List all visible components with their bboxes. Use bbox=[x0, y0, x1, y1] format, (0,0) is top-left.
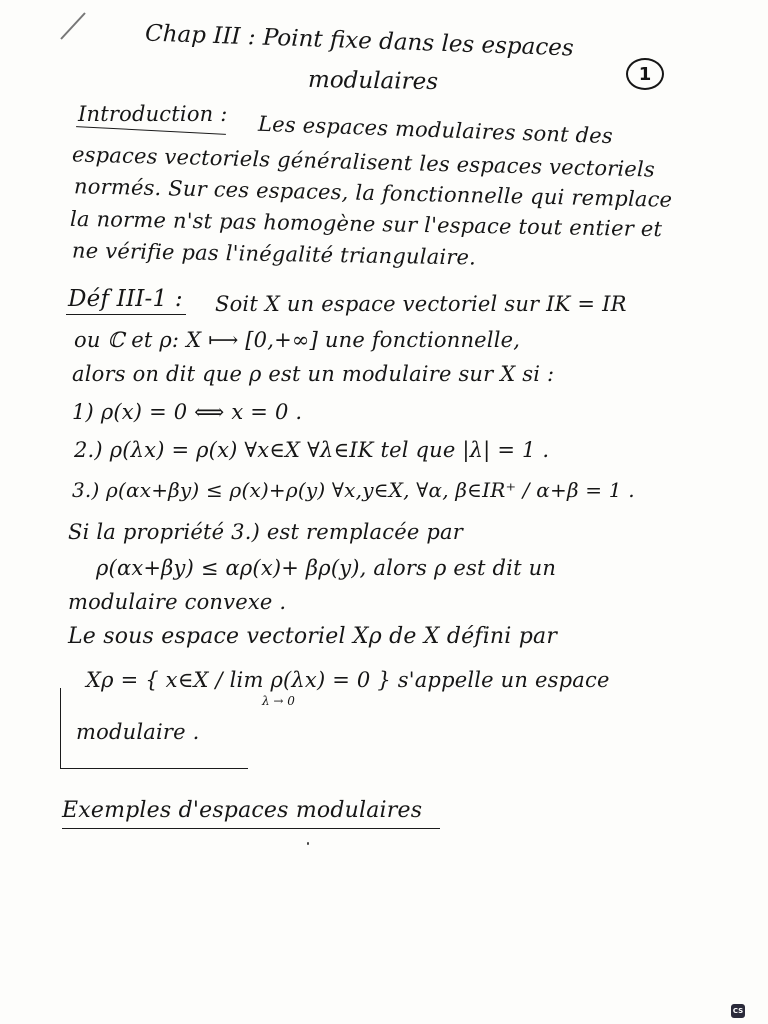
axiom-3: 3.) ρ(αx+βy) ≤ ρ(x)+ρ(y) ∀x,y∈X, ∀α, β∈IR⁺ / α+β = 1 . bbox=[72, 478, 635, 502]
scanner-logo-text: CS bbox=[732, 1007, 744, 1015]
examples-underline bbox=[62, 828, 440, 829]
convex-line-3: modulaire convexe . bbox=[68, 590, 287, 614]
stray-dot bbox=[307, 842, 309, 845]
subspace-formula: Xρ = { x∈X / lim ρ(λx) = 0 } s'appelle un espace bbox=[86, 668, 610, 692]
definition-line-3: alors on dit que ρ est un modulaire sur X si : bbox=[72, 362, 555, 386]
introduction-underline bbox=[76, 126, 226, 135]
introduction-heading: Introduction : bbox=[78, 102, 228, 126]
chapter-title: Chap III : Point fixe dans les espaces bbox=[144, 20, 575, 62]
pen-stroke-mark bbox=[55, 5, 95, 45]
axiom-1: 1) ρ(x) = 0 ⟺ x = 0 . bbox=[72, 400, 303, 424]
intro-line-2: espaces vectoriels généralisent les espaces vectoriels bbox=[71, 142, 656, 182]
chapter-title-line2: modulaires bbox=[307, 66, 439, 96]
intro-line-3: normés. Sur ces espaces, la fonctionnelle qui remplace bbox=[73, 174, 673, 212]
subspace-line: Le sous espace vectoriel Xρ de X défini par bbox=[68, 624, 558, 649]
definition-heading: Déf III-1 : bbox=[68, 286, 183, 312]
subspace-end: modulaire . bbox=[76, 720, 200, 744]
definition-line-1: Soit X un espace vectoriel sur IK = IR bbox=[215, 292, 627, 316]
intro-line-4: la norme n'st pas homogène sur l'espace tout entier et bbox=[69, 206, 663, 242]
limit-subscript: λ → 0 bbox=[262, 694, 295, 708]
definition-box-left bbox=[60, 688, 61, 768]
definition-line-2: ou ℂ et ρ: X ⟼ [0,+∞] une fonctionnelle, bbox=[74, 328, 521, 352]
page-number: 1 bbox=[638, 63, 652, 85]
intro-line-1: Les espaces modulaires sont des bbox=[257, 111, 614, 149]
convex-line-1: Si la propriété 3.) est remplacée par bbox=[68, 520, 463, 544]
definition-underline bbox=[66, 314, 186, 315]
axiom-2: 2.) ρ(λx) = ρ(x) ∀x∈X ∀λ∈IK tel que |λ| = 1 . bbox=[74, 438, 550, 462]
intro-line-5: ne vérifie pas l'inégalité triangulaire. bbox=[71, 238, 477, 270]
definition-box-bottom bbox=[60, 768, 248, 769]
page-number-badge bbox=[626, 58, 664, 90]
examples-heading: Exemples d'espaces modulaires bbox=[62, 798, 423, 823]
scanner-logo bbox=[731, 1004, 745, 1018]
convex-line-2: ρ(αx+βy) ≤ αρ(x)+ βρ(y), alors ρ est dit un bbox=[96, 556, 557, 580]
